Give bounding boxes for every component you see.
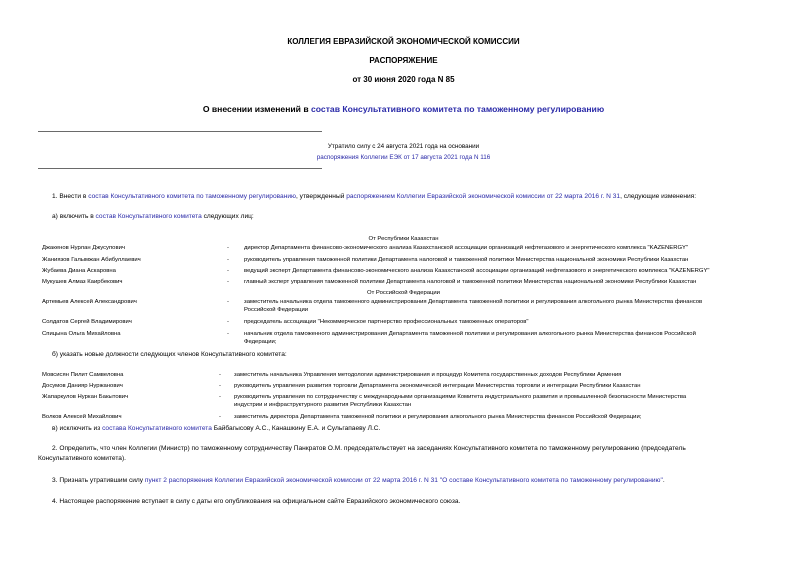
sub-c-link[interactable]: состава Консультативного комитета bbox=[102, 425, 212, 432]
status-link[interactable]: распоряжения Коллегии ЕЭК от 17 августа 2021 года N 116 bbox=[316, 154, 491, 161]
para3-text-b: . bbox=[662, 477, 665, 484]
dash-separator: - bbox=[227, 299, 229, 305]
sub-c-text-b: Байбагысову А.С., Канашкину Е.А. и Сульгапаеву Л.С. bbox=[211, 425, 381, 432]
dash-separator: - bbox=[227, 245, 229, 251]
dash-separator: - bbox=[227, 279, 229, 285]
document-title bbox=[0, 104, 807, 114]
member-name: Мукушев Алмаз Каирбекович bbox=[42, 279, 123, 285]
subpoint-b: б) указать новые должности следующих членов Консультативного комитета: bbox=[52, 351, 287, 358]
member-position: руководитель управления по сотрудничеству с международными организациями Комитета индустриального развития и промышленной безопасности Министерства bbox=[234, 394, 687, 400]
title-prefix: О внесении изменений в bbox=[202, 104, 312, 114]
para3-link[interactable]: пункт 2 распоряжения Коллегии Евразийской экономической комиссии от 22 марта 2016 г. N 31 "О составе Консультативного комитета по таможенному регулированию" bbox=[144, 477, 663, 484]
member-name: Мовсисян Пилит Самвеловна bbox=[42, 372, 124, 378]
dash-separator: - bbox=[227, 331, 229, 337]
member-position: заместитель директора Департамента таможенной политики и регулирования алкогольного рынка Министерства финансов Российской Федерации; bbox=[234, 414, 642, 420]
member-position: руководитель управления таможенной политики Департамента налоговой и таможенной политики Министерства национальной экономики Республики Казахстан bbox=[244, 257, 689, 263]
member-position: начальник отдела таможенного администрирования Департамента таможенной политики и регулирования алкогольного рынка Министерства финансов Российской bbox=[244, 331, 696, 337]
para1-order-link[interactable]: распоряжением Коллегии Евразийской экономической комиссии от 22 марта 2016 г. N 31 bbox=[346, 193, 621, 200]
member-name: Жапаркулов Нуркан Бакытович bbox=[42, 394, 129, 400]
top-divider bbox=[38, 131, 322, 132]
dash-separator: - bbox=[219, 414, 221, 420]
paragraph-2-line-1: 2. Определить, что член Коллегии (Министр) по таможенному сотрудничеству Панкратов О.М. председательствует на заседаниях Консультативного комитета по таможенному регулированию (председатель bbox=[52, 445, 686, 452]
sub-a-text-b: следующих лиц: bbox=[201, 213, 254, 220]
doc-type-heading: РАСПОРЯЖЕНИЕ bbox=[369, 56, 438, 65]
dash-separator: - bbox=[227, 257, 229, 263]
member-position-cont: индустрии и инфраструктурного развития Республики Казахстан bbox=[234, 402, 412, 408]
dash-separator: - bbox=[227, 319, 229, 325]
dash-separator: - bbox=[219, 372, 221, 378]
paragraph-2-line-2: Консультативного комитета). bbox=[38, 455, 126, 462]
sub-a-link[interactable]: состав Консультативного комитета bbox=[95, 213, 202, 220]
section-russia: От Российской Федерации bbox=[367, 290, 440, 296]
member-name: Джакенов Нурлан Джусупович bbox=[42, 245, 125, 251]
subpoint-a bbox=[52, 212, 254, 221]
member-position: заместитель начальника Управления методологии администрирования и процедур Комитета государственных доходов Республики Армения bbox=[234, 372, 622, 378]
dash-separator: - bbox=[227, 268, 229, 274]
member-name: Артемьев Алексей Александрович bbox=[42, 299, 137, 305]
member-position: директор Департамента финансово-экономического анализа Казахстанской ассоциации организаций нефтегазового и энергетического комплекса "KAZENERGY" bbox=[244, 245, 689, 251]
dash-separator: - bbox=[219, 394, 221, 400]
member-position: председатель ассоциации "Некоммерческое партнерство профессиональных таможенных операторов" bbox=[244, 319, 529, 325]
dash-separator: - bbox=[219, 383, 221, 389]
member-position: руководитель управления развития торговли Департамента экономической интеграции Министерства торговли и интеграции Республики Казахстан bbox=[234, 383, 641, 389]
paragraph-3 bbox=[52, 476, 802, 485]
para1-text-b: , утвержденный bbox=[296, 193, 347, 200]
paragraph-4: 4. Настоящее распоряжение вступает в силу с даты его опубликования на официальном сайте Евразийского экономического союза. bbox=[52, 498, 461, 505]
member-name: Жубаева Диана Аскаровна bbox=[42, 268, 116, 274]
member-name: Досумов Данияр Нуржанович bbox=[42, 383, 123, 389]
org-heading: КОЛЛЕГИЯ ЕВРАЗИЙСКОЙ ЭКОНОМИЧЕСКОЙ КОМИССИИ bbox=[287, 37, 520, 46]
member-name: Спицына Ольга Михайловна bbox=[42, 331, 121, 337]
status-line: Утратило силу с 24 августа 2021 года на основании bbox=[327, 143, 480, 150]
title-link[interactable]: состав Консультативного комитета по таможенному регулированию bbox=[311, 104, 605, 114]
member-name: Жаниязов Галымжан Абибуллаевич bbox=[42, 257, 141, 263]
sub-c-text-a: в) исключить из bbox=[52, 425, 103, 432]
member-position: заместитель начальника отдела таможенного администрирования Департамента таможенной политики и регулирования алкогольного рынка Министерства финансов bbox=[244, 299, 703, 305]
paragraph-1 bbox=[52, 192, 802, 201]
member-position-cont: Федерации; bbox=[244, 339, 277, 345]
para1-text-c: , следующие изменения: bbox=[620, 193, 697, 200]
doc-date: от 30 июня 2020 года N 85 bbox=[352, 75, 455, 84]
subpoint-c bbox=[52, 424, 380, 433]
para3-text-a: 3. Признать утратившим силу bbox=[52, 477, 145, 484]
member-position: главный эксперт управления таможенной политики Департамента налоговой и таможенной политики Министерства национальной экономики Республики Казахстан bbox=[244, 279, 697, 285]
para1-committee-link[interactable]: состав Консультативного комитета по таможенному регулированию bbox=[88, 193, 296, 200]
member-name: Солдатов Сергей Владимирович bbox=[42, 319, 132, 325]
sub-a-text-a: а) включить в bbox=[52, 213, 96, 220]
bottom-divider bbox=[38, 168, 322, 169]
member-name: Волков Алексей Михайлович bbox=[42, 414, 122, 420]
member-position-cont: Российской Федерации bbox=[244, 307, 309, 313]
para1-text-a: 1. Внести в bbox=[52, 193, 89, 200]
section-kazakhstan: От Республики Казахстан bbox=[368, 236, 439, 242]
member-position: ведущий эксперт Департамента финансово-экономического анализа Казахстанской ассоциации организаций нефтегазового и энергетического комплекса "KAZENERGY" bbox=[244, 268, 710, 274]
